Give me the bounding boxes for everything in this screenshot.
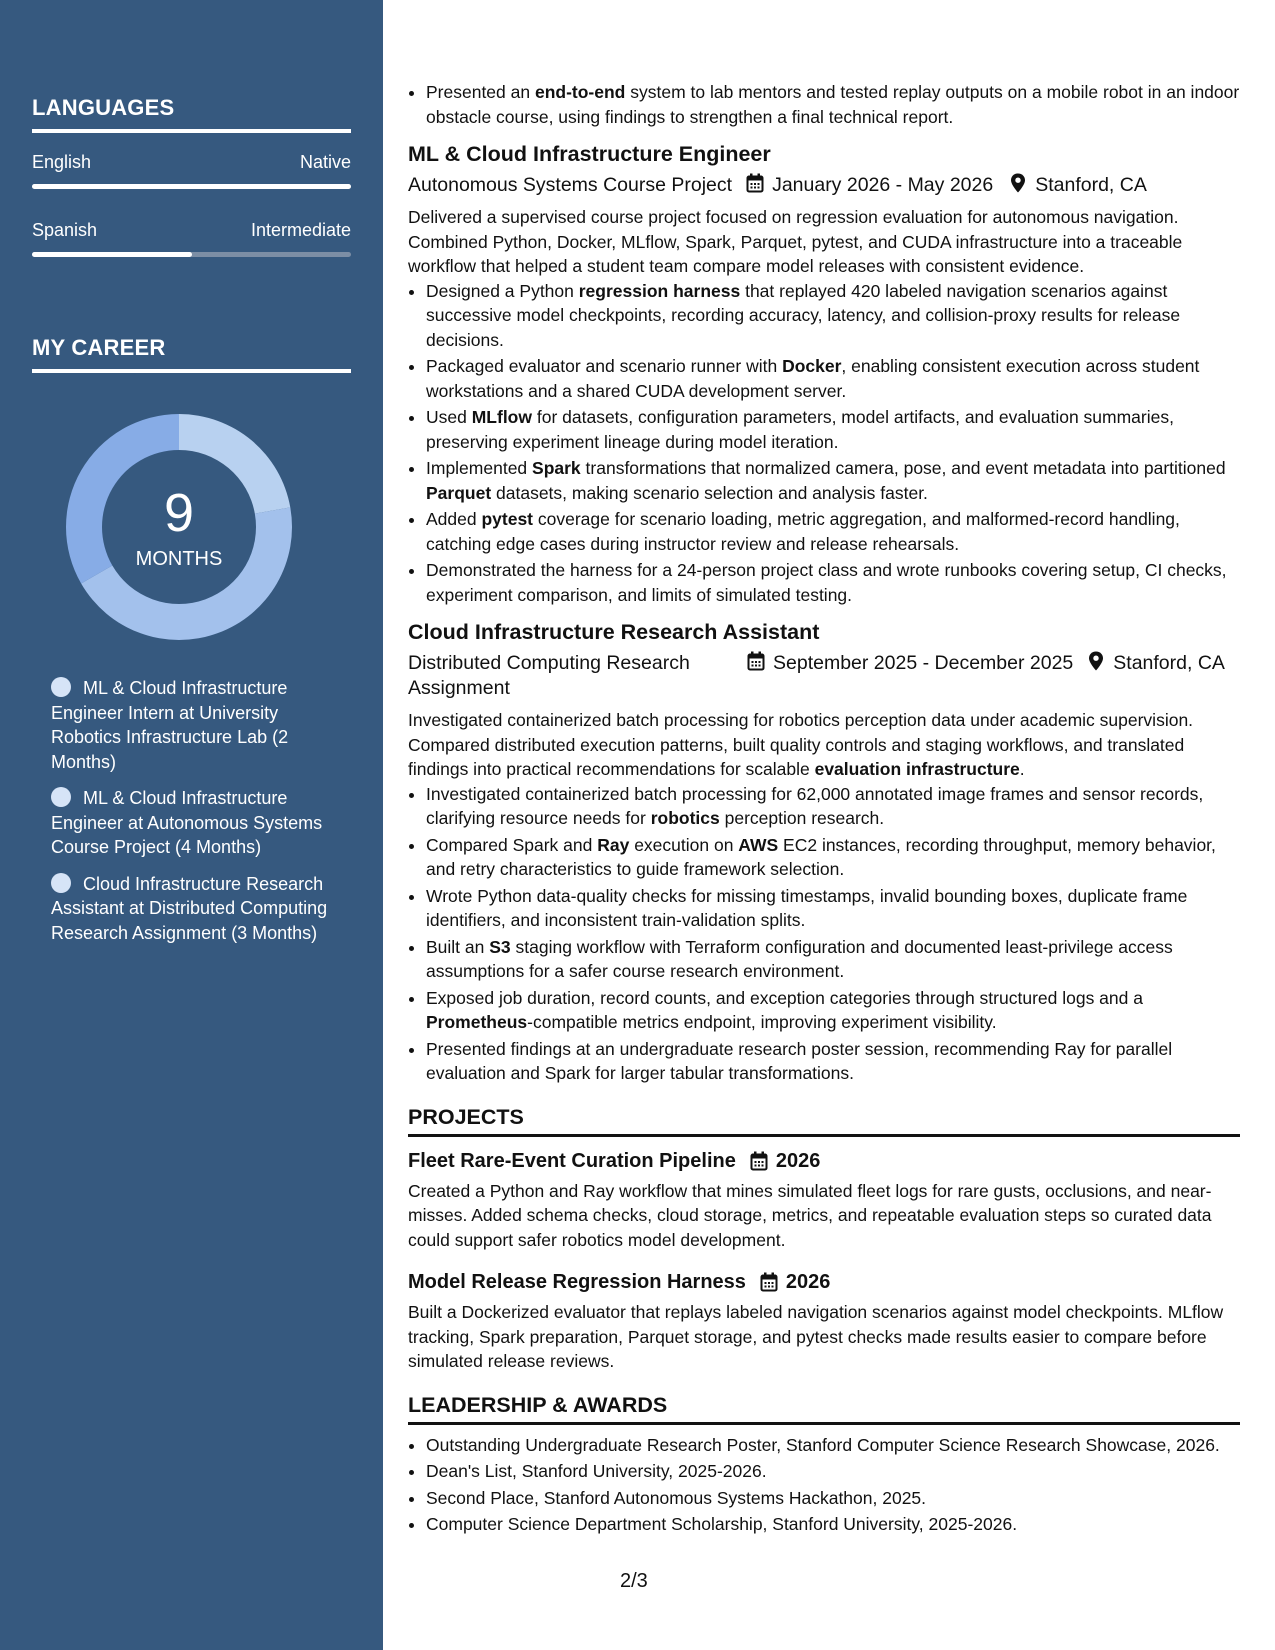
list-item: • Dean's List, Stanford University, 2025-2026. [426, 1459, 1240, 1484]
job-description: Delivered a supervised course project focused on regression evaluation for autonomous navigation. Combined Python, Docker, MLflow, Spark, Parquet, pytest, and CUDA infrastructure into a traceable workflow that helped a student team compare model releases with consistent evidence. [408, 207, 1183, 276]
list-item: • Computer Science Department Scholarship, Stanford University, 2025-2026. [426, 1512, 1240, 1537]
career-item [51, 676, 331, 774]
bullet-dot-icon [51, 787, 71, 807]
list-item: • Packaged evaluator and scenario runner with Docker, enabling consistent execution across student workstations and a shared CUDA development server. [426, 354, 1240, 403]
job-title: ML & Cloud Infrastructure Engineer [408, 142, 771, 166]
language-level: Native [299, 152, 351, 172]
career-item-text: Cloud Infrastructure Research Assistant at Distributed Computing Research Assignment (3 Months) [51, 873, 328, 943]
calendar-icon [746, 173, 764, 193]
map-pin-icon [1087, 651, 1105, 671]
language-bar [32, 184, 351, 189]
list-item: • Added pytest coverage for scenario loading, metric aggregation, and malformed-record handling, catching edge cases during instructor review and release rehearsals. [426, 507, 1240, 556]
job-organization: Autonomous Systems Course Project [408, 174, 733, 196]
career-heading: MY CAREER [32, 335, 351, 373]
job-title: Cloud Infrastructure Research Assistant [408, 620, 820, 644]
sidebar [0, 0, 383, 1650]
calendar-icon [760, 1272, 778, 1292]
page-number: 2/3 [620, 1570, 648, 1592]
projects-heading: PROJECTS [408, 1102, 1240, 1137]
continued-bullet-list [408, 80, 1240, 129]
project-title-row [408, 1147, 1240, 1175]
awards-list [408, 1433, 1240, 1537]
list-item: • Second Place, Stanford Autonomous Systems Hackathon, 2025. [426, 1486, 1240, 1511]
project-title: Model Release Regression Harness [408, 1271, 746, 1293]
project-year: 2026 [775, 1149, 821, 1172]
calendar-icon [750, 1151, 768, 1171]
career-item-text: ML & Cloud Infrastructure Engineer at Autonomous Systems Course Project (4 Months) [51, 788, 323, 857]
bullet-dot-icon [51, 873, 71, 893]
job-bullets [408, 782, 1240, 1086]
main-content [408, 80, 1240, 1539]
list-item: • Exposed job duration, record counts, and exception categories through structured logs and a Prometheus-compatible metrics endpoint, improving experiment visibility. [426, 986, 1240, 1035]
list-item: • Built an S3 staging workflow with Terraform configuration and documented least-privilege access assumptions for a safer course research environment. [426, 935, 1240, 984]
career-item-text: ML & Cloud Infrastructure Engineer Intern at University Robotics Infrastructure Lab (2 Months) [51, 678, 289, 772]
list-item: • Demonstrated the harness for a 24-person project class and wrote runbooks covering setup, CI checks, experiment comparison, and limits of simulated testing. [426, 558, 1240, 607]
career-item [51, 786, 331, 860]
language-bar-fill [32, 184, 351, 189]
languages-heading: LANGUAGES [32, 95, 351, 133]
project-title-row [408, 1268, 1240, 1296]
project-year: 2026 [785, 1271, 831, 1293]
bullet-dot-icon [51, 677, 71, 697]
list-item: • Outstanding Undergraduate Research Poster, Stanford Computer Science Research Showcase, 2026. [426, 1433, 1240, 1458]
list-item: • Investigated containerized batch processing for 62,000 annotated image frames and sensor records, clarifying resource needs for robotics perception research. [426, 782, 1240, 831]
language-bar [32, 252, 351, 257]
list-item: • Presented findings at an undergraduate research poster session, recommending Ray for parallel evaluation and Spark for larger tabular transformations. [426, 1037, 1240, 1086]
job-meta [408, 173, 1240, 198]
project-description: Created a Python and Ray workflow that mines simulated fleet logs for rare gusts, occlusions, and near-misses. Added schema checks, cloud storage, metrics, and repeatable evaluation steps so curated data could support safer robotics model development. [408, 1180, 1212, 1250]
language-bar-fill [32, 252, 192, 257]
list-item: • Presented an end-to-end system to lab mentors and tested replay outputs on a mobile robot in an indoor obstacle course, using findings to strengthen a final technical report. [426, 80, 1240, 129]
job-description: Investigated containerized batch processing for robotics perception data under academic supervision. Compared distributed execution patterns, built quality controls and staging workflows, and translated findings into practical recommendations for scalable evaluation infrastructure. [408, 710, 1194, 779]
career-list [51, 676, 331, 957]
language-row [32, 220, 351, 241]
list-item: • Wrote Python data-quality checks for missing timestamps, invalid bounding boxes, duplicate frame identifiers, and inconsistent train-validation splits. [426, 884, 1240, 933]
career-total-unit: MONTHS [135, 548, 223, 570]
list-item: • Implemented Spark transformations that normalized camera, pose, and event metadata into partitioned Parquet datasets, making scenario selection and analysis faster. [426, 456, 1240, 505]
leadership-heading: LEADERSHIP & AWARDS [408, 1390, 1240, 1425]
job-dates: January 2026 - May 2026 [772, 174, 994, 196]
job-location: Stanford, CA [1035, 174, 1147, 196]
career-total-value: 9 [163, 483, 195, 543]
language-row [32, 152, 351, 173]
project-title: Fleet Rare-Event Curation Pipeline [408, 1149, 736, 1172]
language-level: Intermediate [250, 220, 351, 240]
language-name: Spanish [32, 220, 98, 240]
job-meta [408, 651, 1240, 701]
list-item: • Used MLflow for datasets, configuration parameters, model artifacts, and evaluation summaries, preserving experiment lineage during model iteration. [426, 405, 1240, 454]
job-organization: Distributed Computing Research Assignment [408, 652, 690, 699]
calendar-icon [747, 651, 765, 671]
project-description: Built a Dockerized evaluator that replays labeled navigation scenarios against model checkpoints. MLflow tracking, Spark preparation, Parquet storage, and pytest checks made results easier to compare before simulated release reviews. [408, 1302, 1224, 1371]
career-item [51, 872, 331, 946]
job-bullets [408, 279, 1240, 608]
job-dates: September 2025 - December 2025 [773, 652, 1074, 674]
job-location: Stanford, CA [1113, 652, 1225, 674]
map-pin-icon [1009, 173, 1027, 193]
list-item: • Designed a Python regression harness that replayed 420 labeled navigation scenarios against successive model checkpoints, recording accuracy, latency, and collision-proxy results for release decisions. [426, 279, 1240, 353]
language-name: English [32, 152, 92, 172]
list-item: • Compared Spark and Ray execution on AWS EC2 instances, recording throughput, memory behavior, and retry characteristics to guide framework selection. [426, 833, 1240, 882]
